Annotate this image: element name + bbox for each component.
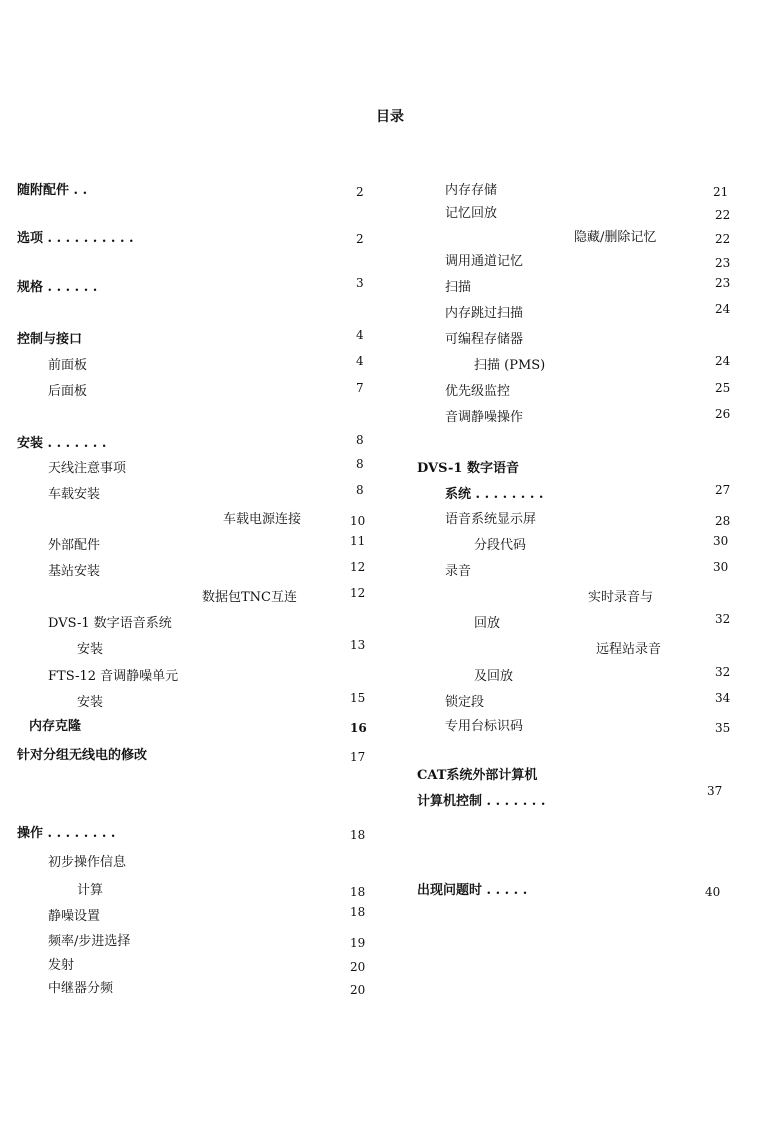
toc-entry-label: 优先级监控 — [445, 384, 511, 399]
toc-page-number: 32 — [715, 665, 731, 679]
toc-page-number: 40 — [705, 885, 721, 899]
toc-page-number: 20 — [350, 960, 366, 974]
toc-entry-label: 录音 — [445, 564, 472, 579]
toc-page-number: 23 — [715, 256, 731, 270]
toc-entry-label: 操作 . . . . . . . . — [17, 826, 116, 841]
toc-entry-label: 计算机控制 . . . . . . . — [417, 794, 546, 809]
toc-entry-label: 选项 . . . . . . . . . . — [17, 231, 134, 246]
toc-page-number: 10 — [350, 514, 366, 528]
toc-entry-label: 外部配件 — [48, 538, 101, 553]
toc-page-number: 8 — [356, 483, 364, 497]
toc-entry-label: 中继器分频 — [48, 981, 114, 996]
toc-entry-label: 隐藏/删除记忆 — [574, 230, 657, 245]
toc-entry-label: 分段代码 — [474, 538, 527, 553]
toc-page-number: 12 — [350, 586, 366, 600]
toc-page-number: 22 — [715, 232, 731, 246]
toc-entry-label: 扫描 (PMS) — [474, 358, 546, 373]
toc-page-number: 32 — [715, 612, 731, 626]
toc-entry-label: 内存跳过扫描 — [445, 306, 524, 321]
toc-entry-label: 车载电源连接 — [223, 512, 302, 527]
toc-page-number: 19 — [350, 936, 366, 950]
toc-entry-label: 系统 . . . . . . . . — [445, 487, 544, 502]
toc-page-number: 18 — [350, 905, 366, 919]
toc-page-number: 23 — [715, 276, 731, 290]
toc-page-number: 15 — [350, 691, 366, 705]
toc-page-number: 12 — [350, 560, 366, 574]
toc-page-number: 8 — [356, 433, 364, 447]
toc-page-number: 30 — [713, 560, 729, 574]
toc-entry-label: 针对分组无线电的修改 — [17, 748, 148, 763]
toc-page-number: 17 — [350, 750, 366, 764]
toc-page-number: 8 — [356, 457, 364, 471]
toc-entry-label: FTS-12 音调静噪单元 — [48, 669, 179, 684]
toc-entry-label: 内存克隆 — [29, 719, 82, 734]
toc-entry-label: 音调静噪操作 — [445, 410, 524, 425]
toc-entry-label: 频率/步进选择 — [48, 934, 131, 949]
toc-entry-label: 数据包TNC互连 — [202, 590, 297, 605]
toc-page-number: 2 — [356, 232, 364, 246]
toc-page-number: 21 — [713, 185, 729, 199]
toc-page-number: 24 — [715, 302, 731, 316]
toc-entry-label: 静噪设置 — [48, 909, 101, 924]
toc-entry-label: 回放 — [474, 616, 501, 631]
toc-page-number: 27 — [715, 483, 731, 497]
toc-entry-label: 出现问题时 . . . . . — [417, 883, 528, 898]
toc-page-number: 24 — [715, 354, 731, 368]
toc-entry-label: CAT系统外部计算机 — [417, 768, 538, 783]
toc-entry-label: 前面板 — [48, 358, 88, 373]
toc-entry-label: 语音系统显示屏 — [445, 512, 537, 527]
toc-entry-label: 及回放 — [474, 669, 514, 684]
toc-page-number: 22 — [715, 208, 731, 222]
toc-page-number: 11 — [350, 534, 366, 548]
toc-entry-label: 安装 — [77, 695, 104, 710]
toc-entry-label: 规格 . . . . . . — [17, 280, 98, 295]
toc-entry-label: DVS-1 数字语音 — [417, 461, 519, 476]
toc-page-number: 30 — [713, 534, 729, 548]
toc-entry-label: 内存存储 — [445, 183, 498, 198]
toc-page-number: 25 — [715, 381, 731, 395]
toc-entry-label: 远程站录音 — [596, 642, 662, 657]
toc-entry-label: 计算 — [77, 883, 104, 898]
toc-page-number: 18 — [350, 828, 366, 842]
toc-entry-label: 车载安装 — [48, 487, 101, 502]
toc-page-number: 34 — [715, 691, 731, 705]
toc-page-number: 20 — [350, 983, 366, 997]
toc-entry-label: DVS-1 数字语音系统 — [48, 616, 172, 631]
toc-page-number: 13 — [350, 638, 366, 652]
toc-entry-label: 天线注意事项 — [48, 461, 127, 476]
toc-page-number: 26 — [715, 407, 731, 421]
toc-page-number: 7 — [356, 381, 364, 395]
toc-page-number: 37 — [707, 784, 723, 798]
toc-entry-label: 记忆回放 — [445, 206, 498, 221]
page-title: 目录 — [376, 109, 404, 125]
toc-entry-label: 调用通道记忆 — [445, 254, 524, 269]
toc-entry-label: 安装 — [77, 642, 104, 657]
toc-entry-label: 随附配件 . . — [17, 183, 88, 198]
toc-entry-label: 发射 — [48, 958, 75, 973]
toc-entry-label: 控制与接口 — [17, 332, 83, 347]
toc-page-number: 4 — [356, 354, 364, 368]
toc-entry-label: 基站安装 — [48, 564, 101, 579]
toc-page-number: 35 — [715, 721, 731, 735]
toc-entry-label: 可编程存储器 — [445, 332, 524, 347]
toc-entry-label: 实时录音与 — [588, 590, 654, 605]
toc-entry-label: 锁定段 — [445, 695, 485, 710]
toc-page-number: 2 — [356, 185, 364, 199]
toc-page-number: 28 — [715, 514, 731, 528]
toc-page-number: 16 — [350, 721, 367, 735]
toc-entry-label: 专用台标识码 — [445, 719, 524, 734]
toc-page-number: 18 — [350, 885, 366, 899]
toc-entry-label: 后面板 — [48, 384, 88, 399]
toc-page-number: 4 — [356, 328, 364, 342]
toc-entry-label: 安装 . . . . . . . — [17, 436, 107, 451]
toc-entry-label: 扫描 — [445, 280, 472, 295]
toc-entry-label: 初步操作信息 — [48, 855, 127, 870]
toc-page-number: 3 — [356, 276, 364, 290]
